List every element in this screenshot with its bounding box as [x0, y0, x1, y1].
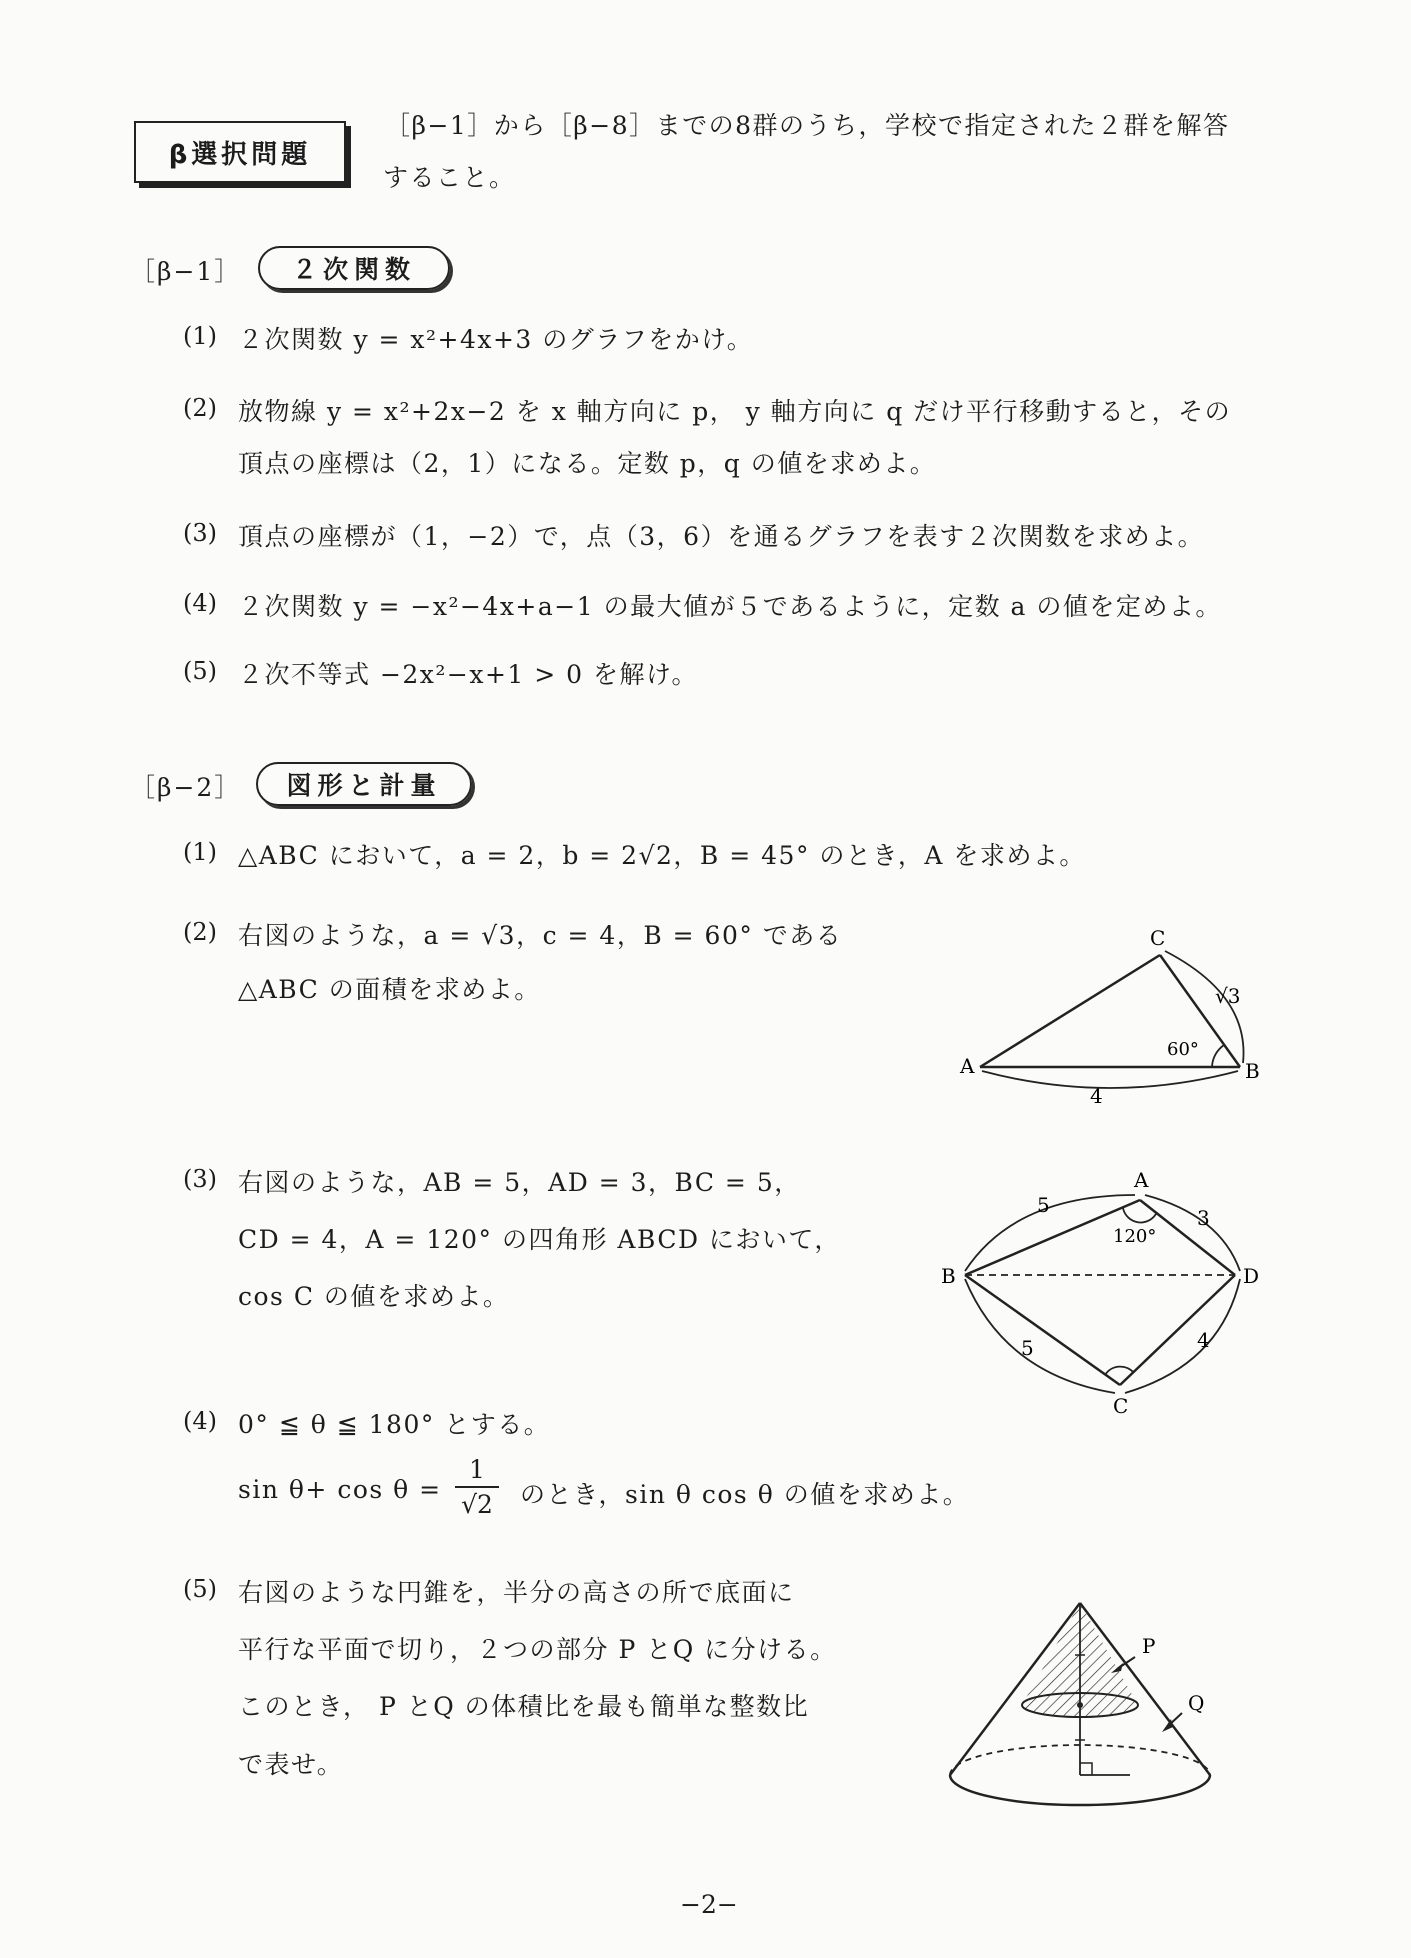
fraction: [455, 1455, 499, 1519]
problem-text: 右図のような円錐を，半分の高さの所で底面に: [238, 1578, 795, 1607]
problem-text: で表せ。: [238, 1750, 344, 1779]
problem-number: (3): [183, 519, 217, 547]
problem-text: 平行な平面で切り，２つの部分 P とQ に分ける。: [238, 1635, 837, 1664]
problem-number: (2): [183, 394, 217, 422]
problem-text: 頂点の座標は（2，1）になる。定数 p，q の値を求めよ。: [238, 449, 937, 478]
problem-text: 放物線 y = x²+2x−2 を x 軸方向に p， y 軸方向に q だけ平行移動すると，その: [238, 397, 1232, 426]
problem-number: (2): [183, 918, 217, 946]
problem-number: (1): [183, 838, 217, 866]
vertex-a-label: A: [1134, 1168, 1149, 1192]
problem-number: (1): [183, 322, 217, 350]
side-ab-label: 5: [1037, 1193, 1050, 1217]
side-ad-label: 3: [1197, 1206, 1210, 1230]
vertex-a-label: A: [960, 1054, 975, 1078]
problem-number: (3): [183, 1165, 217, 1193]
section-label-beta-2: ［β−2］: [130, 773, 242, 802]
part-q-label: Q: [1188, 1691, 1205, 1715]
side-c-label: 4: [1090, 1084, 1103, 1108]
problem-text: 0° ≦ θ ≦ 180° とする。: [238, 1410, 551, 1439]
problem-text: CD = 4，A = 120° の四角形 ABCD において，: [238, 1225, 841, 1254]
problem-number: (5): [183, 657, 217, 685]
side-bc-label: 5: [1021, 1336, 1034, 1360]
problem-text: ２次不等式 −2x²−x+1 > 0 を解け。: [238, 660, 699, 689]
problem-text: 右図のような，a = √3，c = 4，B = 60° である: [238, 921, 843, 950]
triangle-abc-figure: [940, 915, 1270, 1115]
angle-b-label: 60°: [1167, 1039, 1199, 1060]
quadrilateral-abcd-figure: [935, 1165, 1265, 1415]
fraction-denominator: √2: [461, 1490, 493, 1519]
problem-number: (5): [183, 1575, 217, 1603]
vertex-d-label: D: [1243, 1264, 1260, 1288]
side-cd-label: 4: [1197, 1328, 1210, 1352]
section-label-beta-1: ［β−1］: [130, 257, 242, 286]
side-a-label: √3: [1215, 984, 1241, 1008]
angle-a-label: 120°: [1113, 1226, 1157, 1247]
vertex-b-label: B: [1245, 1059, 1260, 1083]
problem-text: △ABC において，a = 2，b = 2√2，B = 45° のとき，A を求めよ。: [238, 841, 1086, 870]
vertex-c-label: C: [1150, 926, 1166, 950]
problem-number: (4): [183, 589, 217, 617]
page-number: −2−: [680, 1890, 738, 1919]
problem-text: このとき， P とQ の体積比を最も簡単な整数比: [238, 1692, 810, 1721]
problem-text: 頂点の座標が（1，−2）で，点（3，6）を通るグラフを表す２次関数を求めよ。: [238, 522, 1205, 551]
section-title-quadratic: ２次関数: [258, 246, 450, 290]
fraction-numerator: 1: [469, 1455, 485, 1484]
vertex-c-label: C: [1113, 1394, 1129, 1415]
fraction-bar: [455, 1486, 499, 1488]
vertex-b-label: B: [941, 1264, 956, 1288]
instruction-line-1: ［β−1］から［β−8］までの8群のうち，学校で指定された２群を解答: [385, 111, 1230, 140]
problem-text: ２次関数 y = x²+4x+3 のグラフをかけ。: [238, 325, 754, 354]
problem-text: △ABC の面積を求めよ。: [238, 975, 541, 1004]
problem-text: ２次関数 y = −x²−4x+a−1 の最大値が５であるように，定数 a の値を定めよ。: [238, 592, 1222, 621]
problem-text: 右図のような，AB = 5，AD = 3，BC = 5，: [238, 1168, 801, 1197]
problem-text: cos C の値を求めよ。: [238, 1282, 510, 1311]
part-p-label: P: [1142, 1634, 1156, 1658]
problem-number: (4): [183, 1407, 217, 1435]
section-title-geometry: 図形と計量: [256, 762, 472, 806]
equation-left: sin θ+ cos θ =: [238, 1475, 442, 1504]
equation-right: のとき，sin θ cos θ の値を求めよ。: [520, 1480, 970, 1509]
instruction-line-2: すること。: [383, 163, 516, 192]
cone-figure: [935, 1595, 1245, 1835]
beta-selection-badge: β選択問題: [134, 121, 346, 183]
